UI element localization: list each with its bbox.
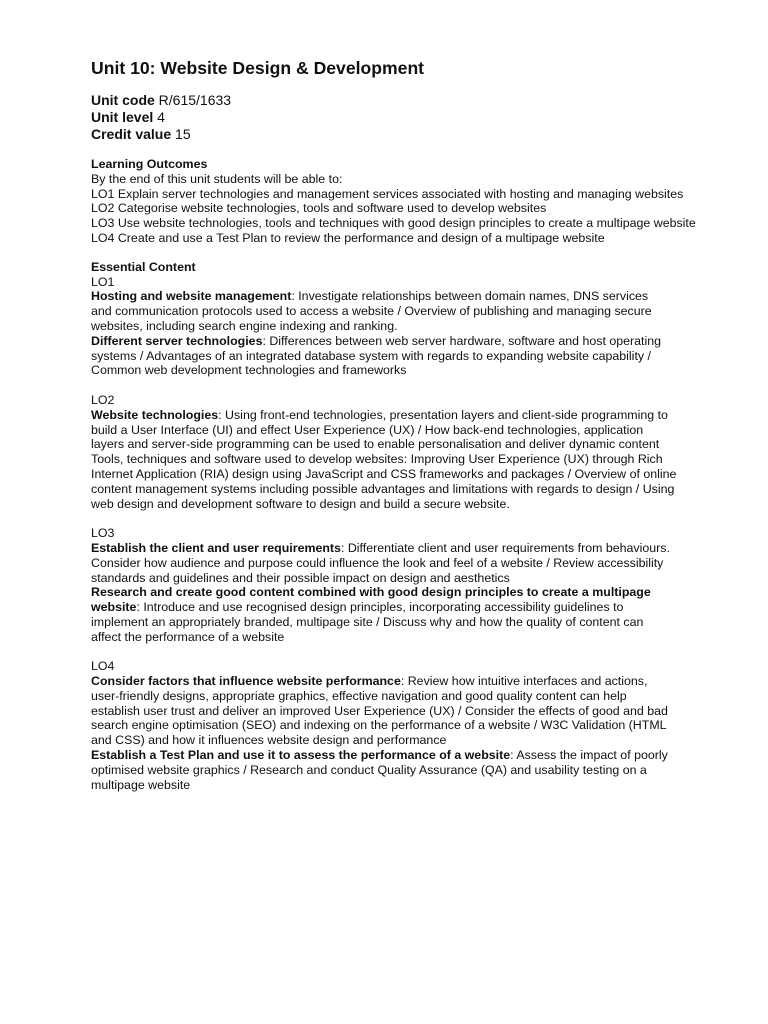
tech-paragraph-line: build a User Interface (UI) and effect User Experience (UX) / How back-end technologies, application xyxy=(91,422,644,437)
learning-outcome-item: LO1 Explain server technologies and management services associated with hosting and managing websites xyxy=(91,186,684,201)
factors-paragraph-line: search engine optimisation (SEO) and indexing on the performance of a website / W3C Validation (HTML xyxy=(91,718,667,733)
tech-paragraph-line: Internet Application (RIA) design using JavaScript and CSS frameworks and packages / Overview of online xyxy=(91,466,677,481)
server-paragraph-line: Common web development technologies and frameworks xyxy=(91,363,407,378)
hosting-text: : Investigate relationships between domain names, DNS services xyxy=(291,289,649,304)
learning-outcomes-intro: By the end of this unit students will be able to: xyxy=(91,171,343,186)
client-heading: Establish the client and user requirements xyxy=(91,540,341,555)
server-text: : Differences between web server hardware, software and host operating xyxy=(262,333,662,348)
tech-text: : Using front-end technologies, presentation layers and client-side programming to xyxy=(218,407,668,422)
unit-code-row xyxy=(91,92,741,109)
factors-heading: Consider factors that influence website performance xyxy=(91,674,401,689)
test-paragraph-line: multipage website xyxy=(91,777,191,792)
unit-code-label: Unit code xyxy=(91,92,155,108)
client-paragraph-line xyxy=(91,541,741,556)
factors-paragraph-line: user-friendly designs, appropriate graphics, effective navigation and good quality content can help xyxy=(91,688,627,703)
research-paragraph-line xyxy=(91,600,741,615)
hosting-heading: Hosting and website management xyxy=(91,289,292,304)
unit-level-value: 4 xyxy=(157,109,165,125)
unit-level-row xyxy=(91,109,741,126)
factors-text: : Review how intuitive interfaces and actions, xyxy=(400,674,648,689)
tech-paragraph-line: Tools, techniques and software used to develop websites: Improving User Experience (UX) through Rich xyxy=(91,452,663,467)
unit-level-label: Unit level xyxy=(91,109,154,125)
test-paragraph-line xyxy=(91,748,741,763)
lo2-label: LO2 xyxy=(91,392,115,407)
lo4-label: LO4 xyxy=(91,659,115,674)
test-text: : Assess the impact of poorly xyxy=(510,748,668,763)
research-text: : Introduce and use recognised design principles, incorporating accessibility guidelines to xyxy=(136,600,624,615)
learning-outcome-item: LO2 Categorise website technologies, tools and software used to develop websites xyxy=(91,201,547,216)
hosting-paragraph-line: and communication protocols used to access a website / Overview of publishing and managing secure xyxy=(91,304,652,319)
credit-value-row xyxy=(91,126,741,143)
test-heading: Establish a Test Plan and use it to assess the performance of a website xyxy=(91,748,511,763)
tech-paragraph-line xyxy=(91,408,741,423)
client-paragraph-line: standards and guidelines and their possible impact on design and aesthetics xyxy=(91,570,510,585)
document-page xyxy=(91,58,741,792)
research-heading-line: Research and create good content combined with good design principles to create a multipage xyxy=(91,585,651,600)
test-paragraph-line: optimised website graphics / Research and conduct Quality Assurance (QA) and usability testing on a xyxy=(91,762,647,777)
credit-value-label: Credit value xyxy=(91,126,172,142)
tech-paragraph-line: web design and development software to design and build a secure website. xyxy=(91,496,510,511)
essential-content-heading: Essential Content xyxy=(91,259,196,274)
essential-content-section xyxy=(91,260,741,793)
tech-paragraph-line: content management systems including possible advantages and limitations with regards to design / Using xyxy=(91,481,675,496)
lo1-label: LO1 xyxy=(91,274,115,289)
hosting-paragraph-line xyxy=(91,289,741,304)
unit-meta xyxy=(91,92,741,143)
client-text: : Differentiate client and user requirements from behaviours. xyxy=(340,540,670,555)
server-paragraph-line xyxy=(91,334,741,349)
factors-paragraph-line xyxy=(91,674,741,689)
factors-paragraph-line: and CSS) and how it influences website design and performance xyxy=(91,733,447,748)
tech-heading: Website technologies xyxy=(91,407,219,422)
client-paragraph-line: Consider how audience and purpose could influence the look and feel of a website / Review accessibility xyxy=(91,555,664,570)
lo3-label: LO3 xyxy=(91,526,115,541)
research-heading: website xyxy=(91,600,137,615)
tech-paragraph-line: layers and server-side programming can be used to enable personalisation and deliver dynamic content xyxy=(91,437,660,452)
research-paragraph-line: implement an appropriately branded, multipage site / Discuss why and how the quality of content can xyxy=(91,614,644,629)
server-paragraph-line: systems / Advantages of an integrated database system with regards to expanding website capability / xyxy=(91,348,651,363)
hosting-paragraph-line: websites, including search engine indexing and ranking. xyxy=(91,318,398,333)
learning-outcomes-heading: Learning Outcomes xyxy=(91,157,208,171)
unit-title: Unit 10: Website Design & Development xyxy=(91,58,425,78)
research-paragraph-line: affect the performance of a website xyxy=(91,629,285,644)
server-heading: Different server technologies xyxy=(91,333,263,348)
learning-outcome-item: LO4 Create and use a Test Plan to review the performance and design of a multipage website xyxy=(91,230,605,245)
learning-outcome-item: LO3 Use website technologies, tools and techniques with good design principles to create a multipage website xyxy=(91,216,696,231)
credit-value-value: 15 xyxy=(175,126,191,142)
learning-outcomes-section xyxy=(91,157,741,246)
factors-paragraph-line: establish user trust and deliver an improved User Experience (UX) / Consider the effects of good and bad xyxy=(91,703,668,718)
unit-code-value: R/615/1633 xyxy=(158,92,232,108)
